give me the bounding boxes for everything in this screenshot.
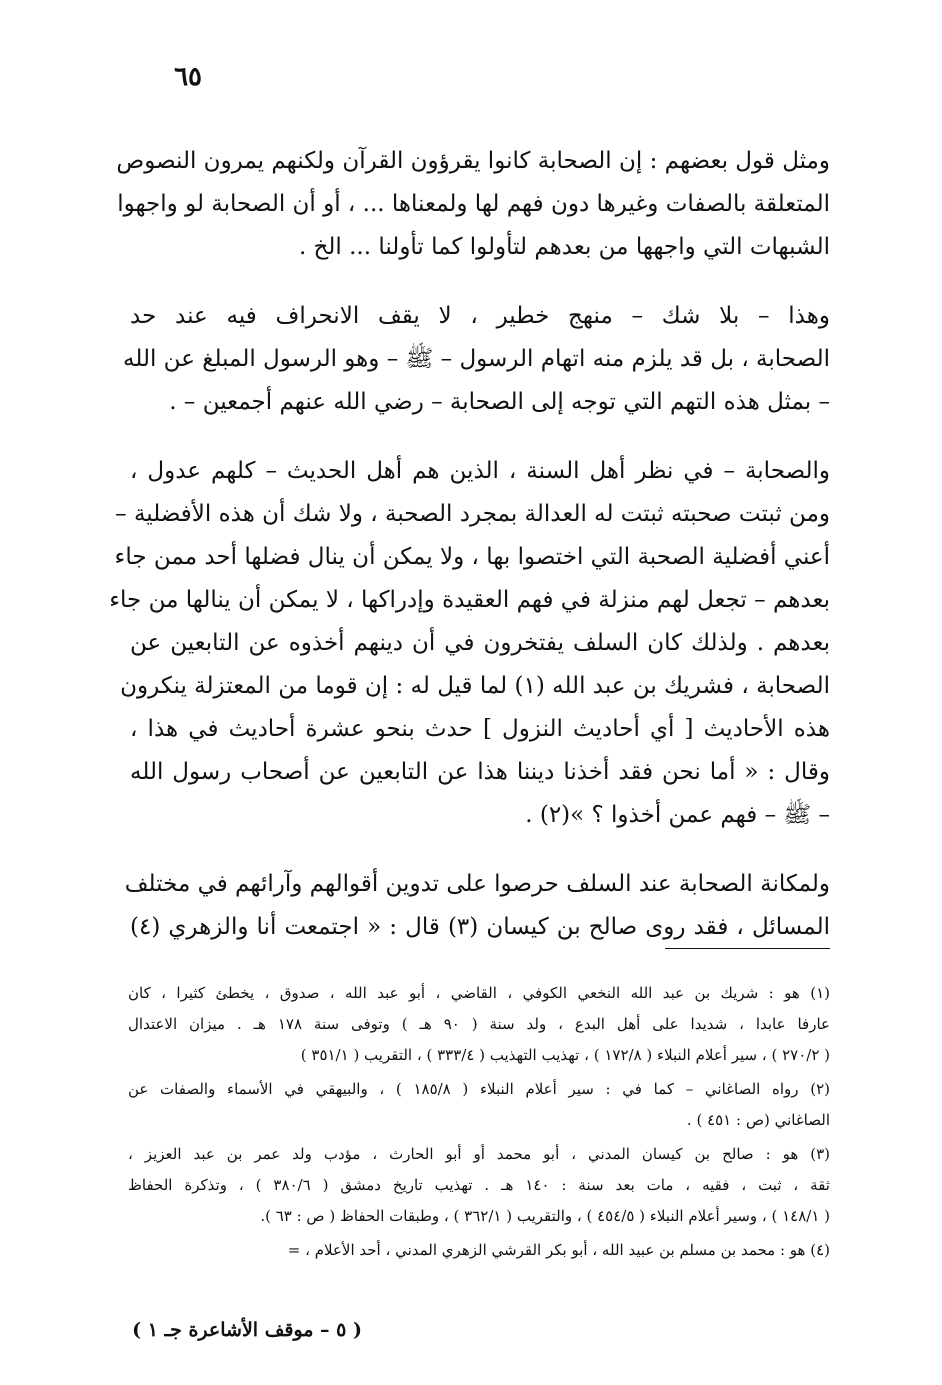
footnote-line: الصاغاني (ص : ٤٥١ ) . [686, 1111, 830, 1129]
footnote-line: (١) هو : شريك بن عبد الله النخعي الكوفي ، القاضي ، أبو عبد الله ، صدوق ، يخطئ كثيرا ، كان [128, 984, 830, 1002]
text-line: ومثل قول بعضهم : إن الصحابة كانوا يقرؤون القرآن ولكنهم يمرون النصوص [116, 148, 830, 174]
footnote-3 [128, 1139, 830, 1232]
footnote-line: ( ١٤٨/١ ) ، وسير أعلام النبلاء ( ٤٥٤/٥ ) ، والتقريب ( ٣٦٢/١ ) ، وطبقات الحفاظ ( ص : ٦٣ ). [260, 1207, 830, 1225]
text-line: وهذا – بلا شك – منهج خطير ، لا يقف الانحراف فيه عند حد [130, 303, 830, 329]
footnote-4 [128, 1235, 830, 1266]
text-line: – ﷺ – فهم عمن أخذوا ؟ »(٢) . [525, 802, 830, 828]
text-line: هذه الأحاديث [ أي أحاديث النزول ] حدث بنحو عشرة أحاديث في هذا ، [130, 716, 830, 742]
text-line: والصحابة – في نظر أهل السنة ، الذين هم أهل الحديث – كلهم عدول ، [130, 458, 830, 484]
footnote-2 [128, 1074, 830, 1136]
paragraph-4 [124, 863, 830, 949]
page-number: ٦٥ [174, 62, 202, 92]
text-line: بعدهم . ولذلك كان السلف يفتخرون في أن دينهم أخذوه عن التابعين عن [130, 630, 830, 656]
main-text [109, 140, 830, 975]
text-line: وقال : « أما نحن فقد أخذنا ديننا هذا عن التابعين عن أصحاب رسول الله [130, 759, 830, 785]
footnotes [128, 978, 830, 1269]
footnote-line: ثقة ، ثبت ، فقيه ، مات بعد سنة : ١٤٠ هـ . تهذيب تاريخ دمشق ( ٣٨٠/٦ ) ، وتذكرة الحفاظ [128, 1176, 830, 1194]
signature-mark: ( ٥ – موقف الأشاعرة جـ ١ ) [132, 1319, 362, 1341]
text-line: بعدهم – تجعل لهم منزلة في فهم العقيدة وإدراكها ، لا يمكن أن ينالها من جاء [109, 587, 830, 613]
footnote-separator [665, 948, 830, 949]
paragraph-3 [109, 450, 830, 837]
footnote-line: ( ٢٧٠/٢ ) ، سير أعلام النبلاء ( ١٧٢/٨ ) ، تهذيب التهذيب ( ٣٣٣/٤ ) ، التقريب ( ٣٥١/١ ) [300, 1046, 830, 1064]
footnote-line: (٣) هو : صالح بن كيسان المدني ، أبو محمد أو أبو الحارث ، مؤدب ولد عمر بن عبد العزيز ، [128, 1145, 830, 1163]
footnote-1 [128, 978, 830, 1071]
footnote-line: (٢) رواه الصاغاني – كما في : سير أعلام النبلاء ( ١٨٥/٨ ) ، والبيهقي في الأسماء والصفات عن [128, 1080, 830, 1098]
text-line: – بمثل هذه التهم التي توجه إلى الصحابة – رضي الله عنهم أجمعين – . [169, 389, 830, 415]
text-line: الصحابة ، فشريك بن عبد الله (١) لما قيل له : إن قوما من المعتزلة ينكرون [120, 673, 830, 699]
paragraph-1 [116, 140, 830, 269]
text-line: المتعلقة بالصفات وغيرها دون فهم لها ولمعناها ... ، أو أن الصحابة لو واجهوا [117, 191, 830, 217]
text-line: المسائل ، فقد روى صالح بن كيسان (٣) قال : « اجتمعت أنا والزهري (٤) [130, 914, 830, 940]
footnote-line: عارفا عابدا ، شديدا على أهل البدع ، ولد سنة ( ٩٠ هـ ) وتوفى سنة ١٧٨ هـ . ميزان الاعتدال [128, 1015, 830, 1033]
text-line: ولمكانة الصحابة عند السلف حرصوا على تدوين أقوالهم وآرائهم في مختلف [124, 871, 830, 897]
text-line: الشبهات التي واجهها من بعدهم لتأولوا كما تأولنا ... الخ . [298, 234, 830, 260]
text-line: أعني أفضلية الصحبة التي اختصوا بها ، ولا يمكن أن ينال فضلها أحد ممن جاء [114, 544, 830, 570]
text-line: الصحابة ، بل قد يلزم منه اتهام الرسول – ﷺ – وهو الرسول المبلغ عن الله [123, 346, 830, 372]
footnote-line: (٤) هو : محمد بن مسلم بن عبيد الله ، أبو بكر القرشي الزهري المدني ، أحد الأعلام ، = [287, 1241, 830, 1259]
text-line: ومن ثبتت صحبته ثبتت له العدالة بمجرد الصحبة ، ولا شك أن هذه الأفضلية – [115, 501, 830, 527]
paragraph-2 [123, 295, 830, 424]
